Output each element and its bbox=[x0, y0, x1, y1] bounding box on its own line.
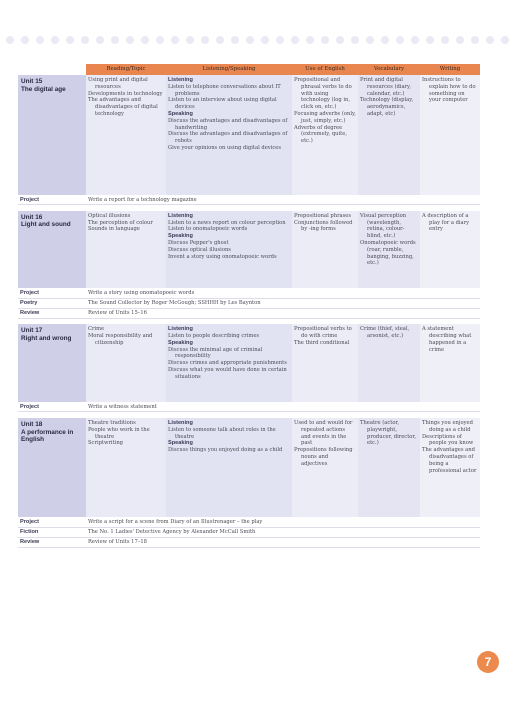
reading-cell-item: Using print and digital resources bbox=[88, 77, 148, 90]
reading-cell-item: Moral responsibility and citizenship bbox=[88, 332, 153, 346]
unit-title: A performance in English bbox=[21, 428, 74, 444]
vocabulary-cell bbox=[358, 324, 420, 402]
reading-cell-item: Scriptwriting bbox=[88, 440, 123, 447]
spacer-cell bbox=[18, 547, 480, 553]
use-of-english-cell bbox=[292, 75, 358, 195]
decorative-dot bbox=[36, 36, 44, 44]
decorative-dot bbox=[261, 36, 269, 44]
extra-label: Fiction bbox=[18, 528, 86, 538]
skill-item: Listen to telephone conversations about IT problems bbox=[168, 83, 281, 97]
unit-title: Light and sound bbox=[21, 221, 71, 229]
extra-label: Review bbox=[18, 538, 86, 548]
skill-item: Discuss the advantages and disadvantages of robots bbox=[168, 131, 288, 145]
writing-cell bbox=[420, 75, 480, 195]
vocabulary-cell bbox=[358, 418, 420, 518]
reading-cell-item: Developments in technology bbox=[88, 90, 163, 97]
decorative-dot bbox=[471, 36, 479, 44]
extra-text: The Sound Collector by Roger McGough; SSHHH by Les Baynton bbox=[86, 299, 480, 309]
skill-item: Listen to onomatopoeic words bbox=[168, 226, 248, 233]
skill-heading: Listening bbox=[168, 326, 193, 333]
extra-text: Write a report for a technology magazine bbox=[86, 195, 480, 205]
vocabulary-cell-item: Visual perception (wavelength, retina, colour-blind, etc.) bbox=[360, 212, 407, 240]
reading-cell bbox=[86, 211, 166, 289]
vocabulary-cell bbox=[358, 75, 420, 195]
skill-heading: Speaking bbox=[168, 339, 193, 346]
vocabulary-cell-item: Onomatopoeic words (roar, rumble, banging, buzzing, etc.) bbox=[360, 239, 416, 267]
writing-cell-item: Instructions to explain how to do something on your computer bbox=[422, 77, 476, 104]
extra-text: Review of Units 17–18 bbox=[86, 538, 480, 548]
reading-cell-item: Sounds in language bbox=[88, 226, 140, 233]
vocabulary-cell-item: Crime (thief, steal, arsonist, etc.) bbox=[360, 326, 410, 339]
decorative-dot bbox=[366, 36, 374, 44]
extra-label: Review bbox=[18, 308, 86, 318]
reading-cell-item: The perception of colour bbox=[88, 219, 153, 226]
use-of-english-cell-item: Conjunctions followed by -ing forms bbox=[294, 219, 353, 233]
decorative-dot bbox=[291, 36, 299, 44]
reading-cell-item: Theatre traditions bbox=[88, 419, 136, 426]
skill-heading: Listening bbox=[168, 212, 193, 219]
skill-item: Discuss the advantages and disadvantages of handwriting bbox=[168, 117, 288, 131]
extra-row bbox=[18, 299, 480, 309]
unit-label: Unit 16 bbox=[21, 213, 43, 221]
extra-row bbox=[18, 402, 480, 412]
skill-item: Listen to a news report on colour perception bbox=[168, 219, 286, 226]
listening-speaking-cell bbox=[166, 324, 292, 402]
syllabus-table bbox=[18, 64, 480, 553]
decorative-dot bbox=[216, 36, 224, 44]
decorative-dot-row bbox=[0, 36, 514, 46]
extra-label: Project bbox=[18, 518, 86, 528]
unit-row bbox=[18, 418, 480, 518]
unit-row bbox=[18, 324, 480, 402]
decorative-dot bbox=[186, 36, 194, 44]
unit-label: Unit 17 bbox=[21, 327, 43, 335]
skill-item: Discuss what you would have done in certain situations bbox=[168, 366, 287, 380]
header-use-of-english: Use of English bbox=[292, 64, 358, 75]
vocabulary-cell-item: Technology (display, aerodynamics, adapt, etc) bbox=[360, 97, 414, 117]
skill-item: Give your opinions on using digital devices bbox=[168, 144, 282, 151]
extra-row bbox=[18, 518, 480, 528]
unit-row bbox=[18, 75, 480, 195]
writing-cell bbox=[420, 324, 480, 402]
skill-heading: Listening bbox=[168, 419, 193, 426]
use-of-english-cell-item: Used to and would for repeated actions and events in the past bbox=[294, 419, 353, 447]
decorative-dot bbox=[501, 36, 509, 44]
row-spacer bbox=[18, 547, 480, 553]
decorative-dot bbox=[321, 36, 329, 44]
header-cell bbox=[18, 64, 86, 75]
reading-cell-item: The advantages and disadvantages of digital technology bbox=[88, 97, 158, 117]
header-listening: Listening/Speaking bbox=[166, 64, 292, 75]
extra-text: Review of Units 15–16 bbox=[86, 308, 480, 318]
decorative-dot bbox=[351, 36, 359, 44]
extra-text: Write a witness statement bbox=[86, 402, 480, 412]
use-of-english-cell-item: Adverbs of degree (extremely, quite, etc.) bbox=[294, 124, 347, 145]
writing-cell-item: The advantages and disadvantages of being a professional actor bbox=[422, 447, 477, 474]
skill-item: Discuss crimes and appropriate punishments bbox=[168, 360, 287, 367]
use-of-english-cell bbox=[292, 418, 358, 518]
skill-heading: Listening bbox=[168, 77, 193, 83]
decorative-dot bbox=[171, 36, 179, 44]
extra-row bbox=[18, 308, 480, 318]
reading-cell-item: Crime bbox=[88, 326, 105, 333]
unit-cell bbox=[18, 75, 86, 195]
use-of-english-cell-item: Prepositional and phrasal verbs to do with using technology (log in, click on, etc.) bbox=[294, 77, 352, 111]
extra-row bbox=[18, 528, 480, 538]
decorative-dot bbox=[51, 36, 59, 44]
extra-label: Project bbox=[18, 289, 86, 299]
skill-heading: Speaking bbox=[168, 233, 193, 240]
use-of-english-cell-item: Prepositions following nouns and adjectives bbox=[294, 447, 353, 467]
writing-cell-item: A description of a play for a diary entry bbox=[422, 212, 470, 233]
unit-cell bbox=[18, 211, 86, 289]
decorative-dot bbox=[141, 36, 149, 44]
listening-speaking-cell bbox=[166, 418, 292, 518]
decorative-dot bbox=[6, 36, 14, 44]
header-vocabulary: Vocabulary bbox=[358, 64, 420, 75]
skill-item: Listen to an interview about using digital devices bbox=[168, 97, 277, 111]
decorative-dot bbox=[411, 36, 419, 44]
extra-row bbox=[18, 538, 480, 548]
decorative-dot bbox=[426, 36, 434, 44]
unit-cell bbox=[18, 418, 86, 518]
decorative-dot bbox=[336, 36, 344, 44]
extra-label: Project bbox=[18, 402, 86, 412]
decorative-dot bbox=[396, 36, 404, 44]
extra-row bbox=[18, 289, 480, 299]
decorative-dot bbox=[156, 36, 164, 44]
skill-item: Discuss optical illusions bbox=[168, 246, 231, 253]
writing-cell-item: A statement describing what happened in a crime bbox=[422, 326, 472, 353]
skill-item: Listen to people describing crimes bbox=[168, 332, 260, 339]
unit-cell bbox=[18, 324, 86, 402]
skill-item: Discuss the minimal age of criminal responsibility bbox=[168, 346, 263, 360]
decorative-dot bbox=[21, 36, 29, 44]
table-header-row bbox=[18, 64, 480, 75]
decorative-dot bbox=[66, 36, 74, 44]
listening-speaking-cell bbox=[166, 75, 292, 195]
extra-text: Write a script for a scene from Diary of an Illustrenager – the play bbox=[86, 518, 480, 528]
decorative-dot bbox=[96, 36, 104, 44]
reading-cell-item: People who work in the theatre bbox=[88, 426, 150, 440]
extra-label: Poetry bbox=[18, 299, 86, 309]
decorative-dot bbox=[456, 36, 464, 44]
unit-row bbox=[18, 211, 480, 289]
listening-speaking-cell bbox=[166, 211, 292, 289]
writing-cell-item: Things you enjoyed doing as a child bbox=[422, 419, 473, 433]
header-reading: Reading/Topic bbox=[86, 64, 166, 75]
decorative-dot bbox=[111, 36, 119, 44]
header-writing: Writing bbox=[420, 64, 480, 75]
skill-heading: Speaking bbox=[168, 440, 193, 447]
extra-row bbox=[18, 195, 480, 205]
skill-item: Invent a story using onomatopoeic words bbox=[168, 253, 277, 260]
vocabulary-cell-item: Theatre (actor, playwright, producer, director, etc.) bbox=[360, 419, 416, 447]
skill-item: Listen to someone talk about roles in the theatre bbox=[168, 426, 276, 440]
vocabulary-cell bbox=[358, 211, 420, 289]
skill-item: Discuss things you enjoyed doing as a child bbox=[168, 447, 283, 454]
decorative-dot bbox=[246, 36, 254, 44]
extra-text: The No. 1 Ladies' Detective Agency by Alexander McCall Smith bbox=[86, 528, 480, 538]
decorative-dot bbox=[201, 36, 209, 44]
decorative-dot bbox=[381, 36, 389, 44]
use-of-english-cell-item: Prepositional phrases bbox=[294, 212, 352, 219]
reading-cell bbox=[86, 418, 166, 518]
page-number-badge: 7 bbox=[477, 651, 499, 673]
writing-cell bbox=[420, 418, 480, 518]
reading-cell bbox=[86, 324, 166, 402]
skill-heading: Speaking bbox=[168, 110, 193, 117]
decorative-dot bbox=[276, 36, 284, 44]
writing-cell bbox=[420, 211, 480, 289]
vocabulary-cell-item: Print and digital resources (diary, calendar, etc.) bbox=[360, 77, 411, 97]
use-of-english-cell bbox=[292, 211, 358, 289]
decorative-dot bbox=[81, 36, 89, 44]
writing-cell-item: Descriptions of people you know bbox=[422, 433, 474, 447]
reading-cell bbox=[86, 75, 166, 195]
unit-title: Right and wrong bbox=[21, 334, 72, 342]
use-of-english-cell-item: Focusing adverbs (only, just, simply, etc.) bbox=[294, 110, 356, 124]
skill-item: Discuss Pepper's ghost bbox=[168, 239, 229, 246]
reading-cell-item: Optical illusions bbox=[88, 212, 131, 219]
unit-label: Unit 18 bbox=[21, 420, 43, 428]
extra-label: Project bbox=[18, 195, 86, 205]
extra-text: Write a story using onomatopoeic words bbox=[86, 289, 480, 299]
decorative-dot bbox=[306, 36, 314, 44]
decorative-dot bbox=[231, 36, 239, 44]
decorative-dot bbox=[126, 36, 134, 44]
decorative-dot bbox=[441, 36, 449, 44]
use-of-english-cell bbox=[292, 324, 358, 402]
unit-title: The digital age bbox=[21, 85, 66, 93]
use-of-english-cell-item: Prepositional verbs to do with crime bbox=[294, 326, 352, 339]
use-of-english-cell-item: The third conditional bbox=[294, 339, 350, 346]
decorative-dot bbox=[486, 36, 494, 44]
unit-label: Unit 15 bbox=[21, 78, 43, 85]
